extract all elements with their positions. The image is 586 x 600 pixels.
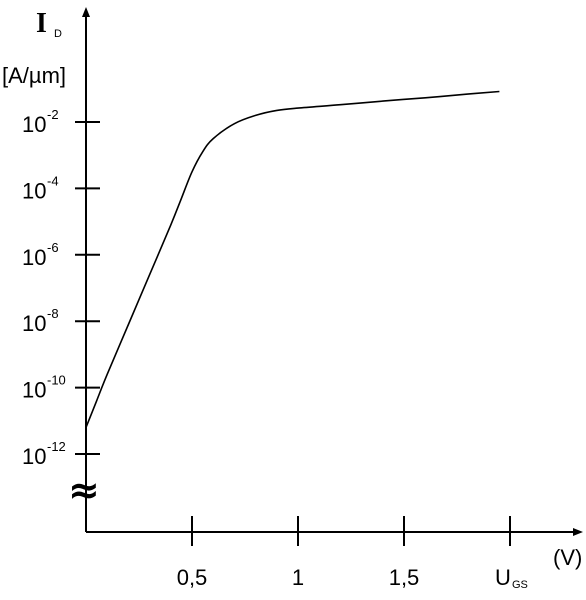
y-axis-subscript: D xyxy=(54,28,62,40)
x-tick-label: 1 xyxy=(291,565,305,590)
y-tick-label-base: 10 xyxy=(22,311,47,337)
y-axis-unit: [A/µm] xyxy=(2,63,67,88)
y-tick-label-base: 10 xyxy=(22,377,47,403)
y-tick-label-exp: -4 xyxy=(47,173,59,189)
axis-break-symbol: ≈ xyxy=(68,468,100,512)
y-axis-symbol: I xyxy=(36,8,47,39)
y-tick-label-exp: -8 xyxy=(47,306,59,322)
y-tick-label-base: 10 xyxy=(22,244,47,270)
y-tick-label-exp: -12 xyxy=(47,439,66,454)
x-axis-unit: (V) xyxy=(553,545,583,570)
x-axis-symbol: U xyxy=(495,565,511,590)
x-tick-label: 1,5 xyxy=(388,565,420,590)
x-tick-label: 0,5 xyxy=(176,565,208,590)
id-curve xyxy=(86,92,499,428)
y-tick-label-base: 10 xyxy=(22,444,47,469)
x-axis-ticks xyxy=(177,516,510,590)
y-tick-label-exp: -10 xyxy=(47,372,66,388)
x-axis-subscript: GS xyxy=(512,579,528,591)
y-axis-ticks xyxy=(22,107,100,469)
y-tick-label-base: 10 xyxy=(22,178,47,204)
y-tick-label-exp: -6 xyxy=(47,239,59,255)
y-tick-label-exp: -2 xyxy=(47,107,59,122)
y-tick-label-base: 10 xyxy=(22,112,47,137)
